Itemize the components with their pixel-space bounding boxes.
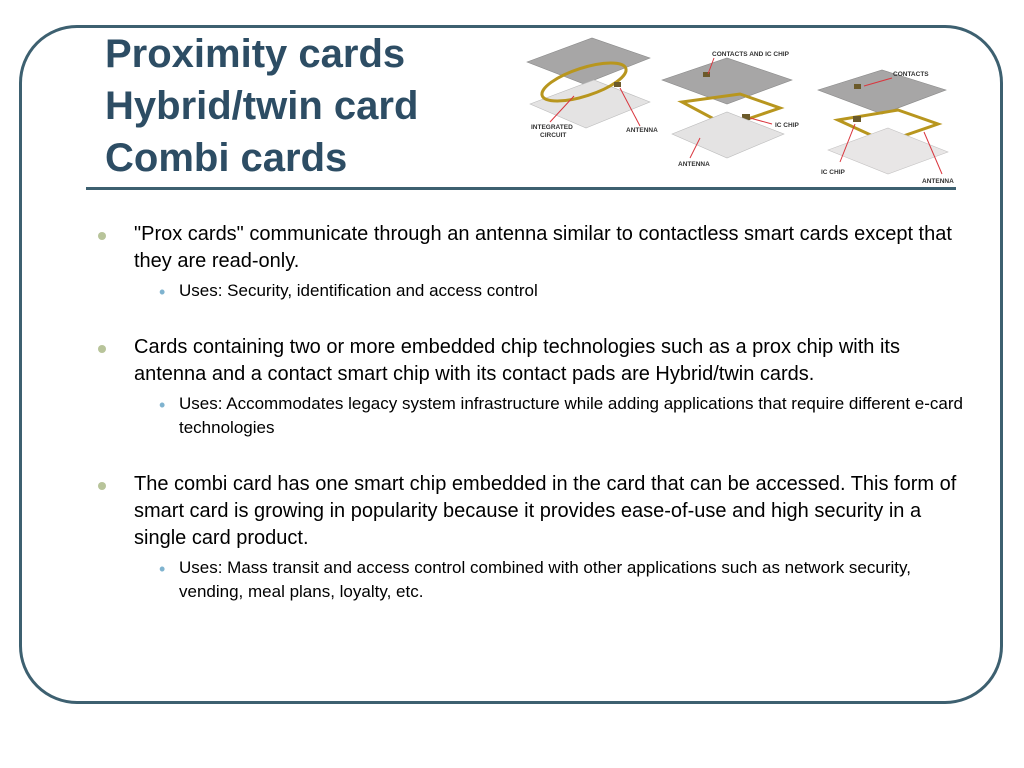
bullet-text: The combi card has one smart chip embedded in the card that can be accessed. This form of smart card is growing in popularity because it provides ease-of-use and high security in a single card product. xyxy=(134,473,957,549)
title-line-2: Hybrid/twin card xyxy=(105,84,419,128)
sub-bullet-dot-icon: • xyxy=(159,559,166,579)
bullet-item xyxy=(96,334,966,388)
slide-title xyxy=(105,28,418,184)
bullet-item xyxy=(96,471,966,552)
label-antenna-1: ANTENNA xyxy=(626,127,658,134)
slide-body xyxy=(96,221,966,604)
sub-bullet-item xyxy=(96,279,966,303)
label-integrated-circuit-2: CIRCUIT xyxy=(540,132,567,139)
bullet-group-prox xyxy=(96,221,966,303)
title-line-1: Proximity cards xyxy=(105,32,406,76)
bullet-dot-icon xyxy=(98,345,106,353)
bullet-dot-icon xyxy=(98,482,106,490)
label-contacts-3: CONTACTS xyxy=(893,71,929,78)
sub-bullet-item xyxy=(96,556,966,604)
combi-card-diagram xyxy=(818,70,954,185)
label-antenna-2: ANTENNA xyxy=(678,161,710,168)
sub-bullet-dot-icon: • xyxy=(159,282,166,302)
sub-bullet-text: Uses: Accommodates legacy system infrastructure while adding applications that require different e-card technologies xyxy=(179,394,963,437)
bullet-group-hybrid xyxy=(96,334,966,440)
bullet-text: Cards containing two or more embedded chip technologies such as a prox chip with its antenna and a contact smart chip with its contact pads are Hybrid/twin cards. xyxy=(134,336,900,385)
bullet-text: "Prox cards" communicate through an antenna similar to contactless smart cards except that they are read-only. xyxy=(134,223,952,272)
sub-bullet-dot-icon: • xyxy=(159,395,166,415)
label-antenna-3: ANTENNA xyxy=(922,178,954,185)
bullet-group-combi xyxy=(96,471,966,604)
sub-bullet-text: Uses: Mass transit and access control combined with other applications such as network security, vending, meal plans, loyalty, etc. xyxy=(179,558,911,601)
title-divider xyxy=(86,187,956,190)
title-line-3: Combi cards xyxy=(105,136,348,180)
label-ic-chip-2: IC CHIP xyxy=(775,122,799,129)
label-integrated-circuit-1: INTEGRATED xyxy=(531,124,573,131)
hybrid-card-diagram xyxy=(662,51,800,168)
label-contacts-and-ic-chip: CONTACTS AND IC CHIP xyxy=(712,51,789,58)
bullet-item xyxy=(96,221,966,275)
sub-bullet-text: Uses: Security, identification and access control xyxy=(179,281,538,300)
bullet-dot-icon xyxy=(98,232,106,240)
proximity-card-diagram xyxy=(527,38,658,139)
sub-bullet-item xyxy=(96,392,966,440)
card-types-illustration xyxy=(522,34,962,186)
label-ic-chip-3: IC CHIP xyxy=(821,169,845,176)
